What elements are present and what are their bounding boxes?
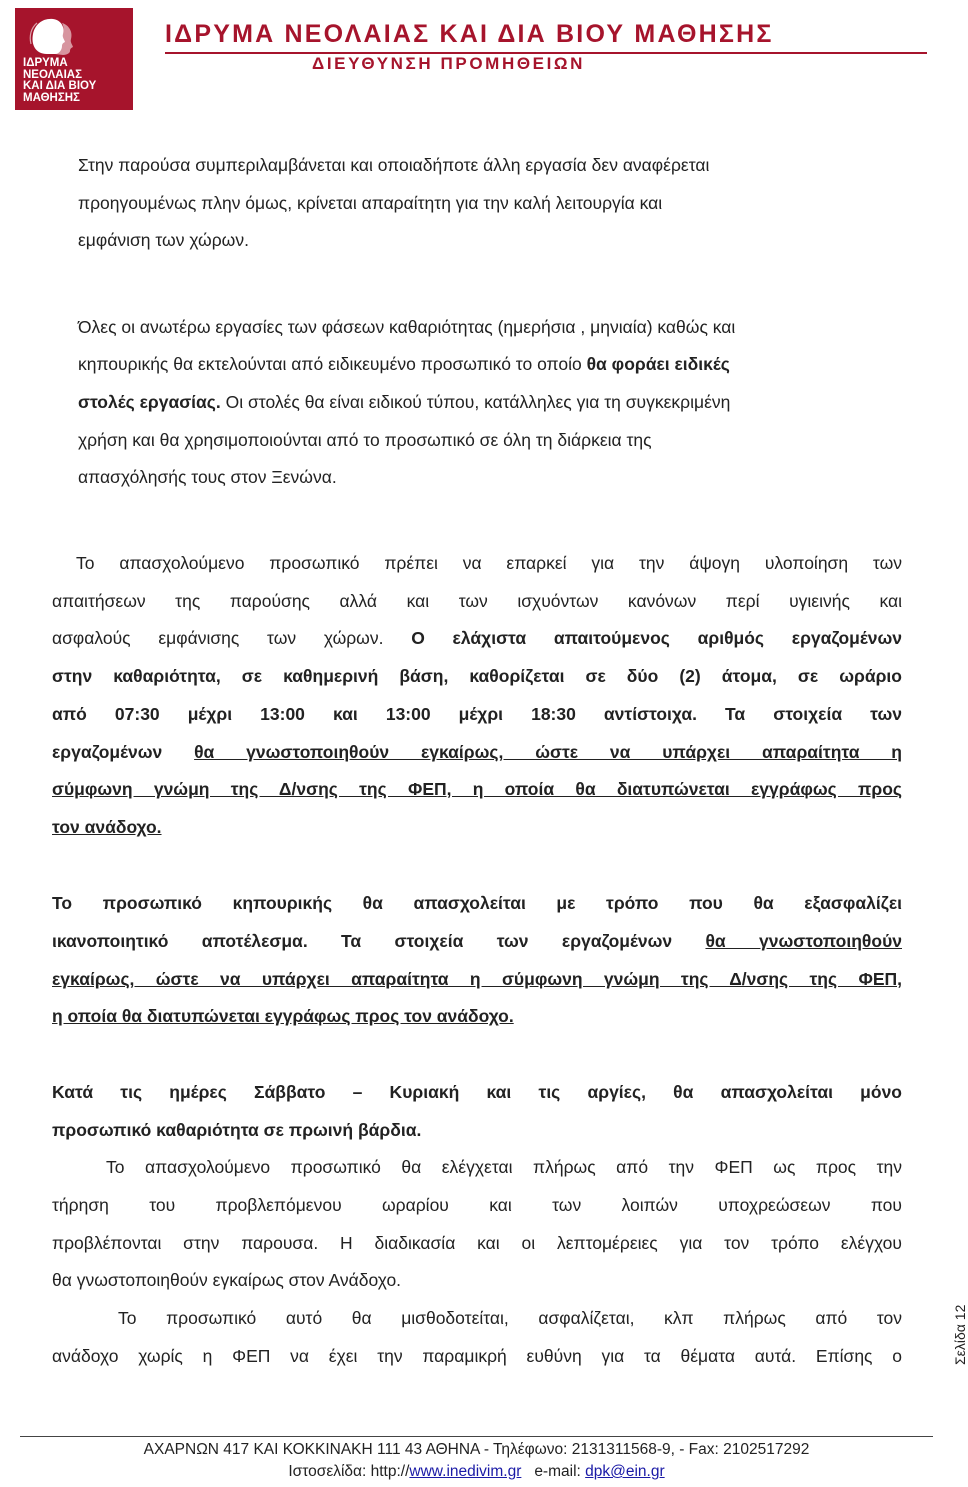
website-label: Ιστοσελίδα: http:// (288, 1463, 410, 1480)
paragraph-3-line-7: σύμφωνη γνώμη της Δ/νσης της ΦΕΠ, η οποία θα διατυπώνεται εγγράφως προς (52, 779, 902, 799)
paragraph-2-line-1: Όλες οι ανωτέρω εργασίες των φάσεων καθαριότητας (ημερήσια , μηνιαία) καθώς και (78, 317, 736, 337)
organization-logo (15, 8, 133, 110)
paragraph-7-line-1: Το προσωπικό αυτό θα μισθοδοτείται, ασφαλίζεται, κλπ πλήρως από τον (118, 1308, 902, 1328)
footer-address: ΑΧΑΡΝΩΝ 417 ΚΑΙ ΚΟΚΚΙΝΑΚΗ 111 43 ΑΘΗΝΑ - Τηλέφωνο: 2131311568-9, - Fax: 2102517292 (143, 1441, 810, 1458)
paragraph-4-line-2: ικανοποιητικό αποτέλεσμα. Τα στοιχεία των εργαζομένων θα γνωστοποιηθούν (52, 931, 902, 951)
department-subtitle: ΔΙΕΥΘΥΝΣΗ ΠΡΟΜΗΘΕΙΩΝ (312, 54, 586, 73)
logo-text: ΙΔΡΥΜΑ ΝΕΟΛΑΙΑΣ ΚΑΙ ΔΙΑ ΒΙΟΥ ΜΑΘΗΣΗΣ (23, 57, 97, 104)
paragraph-3-line-4: στην καθαριότητα, σε καθημερινή βάση, καθορίζεται σε δύο (2) άτομα, σε ωράριο (52, 666, 902, 686)
paragraph-6-line-4: θα γνωστοποιηθούν εγκαίρως στον Ανάδοχο. (52, 1270, 402, 1290)
paragraph-4-line-3: εγκαίρως, ώστε να υπάρχει απαραίτητα η σύμφωνη γνώμη της Δ/νσης της ΦΕΠ, (52, 969, 902, 989)
paragraph-3-line-6: εργαζομένων θα γνωστοποιηθούν εγκαίρως, ώστε να υπάρχει απαραίτητα η (52, 742, 902, 762)
paragraph-2-line-3: στολές εργασίας. Οι στολές θα είναι ειδικού τύπου, κατάλληλες για τη συγκεκριμένη (78, 392, 731, 412)
paragraph-2-line-5: απασχόλησής τους στον Ξενώνα. (78, 467, 337, 487)
paragraph-5-line-2: προσωπικό καθαριότητα σε πρωινή βάρδια. (52, 1120, 422, 1140)
paragraph-6-line-3: προβλέπονται στην παρουσα. Η διαδικασία και οι λεπτομέρειες για τον τρόπο ελέγχου (52, 1233, 902, 1253)
paragraph-6-line-2: τήρηση του προβλεπόμενου ωραρίου και των λοιπών υποχρεώσεων που (52, 1195, 902, 1215)
paragraph-2-line-2: κηπουρικής θα εκτελούνται από ειδικευμένο προσωπικό το οποίο θα φοράει ειδικές (78, 354, 730, 374)
paragraph-4-line-1: Το προσωπικό κηπουρικής θα απασχολείται με τρόπο που θα εξασφαλίζει (52, 893, 902, 913)
paragraph-3-line-5: από 07:30 μέχρι 13:00 και 13:00 μέχρι 18:30 αντίστοιχα. Τα στοιχεία των (52, 704, 902, 724)
paragraph-2-line-4: χρήση και θα χρησιμοποιούνται από το προσωπικό σε όλη τη διάρκεια της (78, 430, 652, 450)
paragraph-1-line-2: προηγουμένως πλην όμως, κρίνεται απαραίτητη για την καλή λειτουργία και (78, 193, 663, 213)
footer-contacts (20, 1463, 933, 1481)
page-number-label: Σελίδα 12 (952, 1304, 968, 1365)
paragraph-6-line-1: Το απασχολούμενο προσωπικό θα ελέγχεται πλήρως από την ΦΕΠ ως προς την (106, 1157, 902, 1177)
paragraph-3-line-3: ασφαλούς εμφάνισης των χώρων. Ο ελάχιστα απαιτούμενος αριθμός εργαζομένων (52, 628, 902, 648)
footer-divider (20, 1436, 933, 1437)
paragraph-5-line-1: Κατά τις ημέρες Σάββατο – Κυριακή και τις αργίες, θα απασχολείται μόνο (52, 1082, 902, 1102)
paragraph-3-line-8: τον ανάδοχο. (52, 817, 162, 837)
paragraph-3-line-2: απαιτήσεων της παρούσης αλλά και των ισχυόντων κανόνων περί υγιεινής και (52, 591, 902, 611)
paragraph-1-line-1: Στην παρούσα συμπεριλαμβάνεται και οποιαδήποτε άλλη εργασία δεν αναφέρεται (78, 155, 710, 175)
paragraph-7-line-2: ανάδοχο χωρίς η ΦΕΠ να έχει την παραμικρή ευθύνη για τα θέματα αυτά. Επίσης ο (52, 1346, 902, 1366)
website-link[interactable]: www.inedivim.gr (409, 1463, 522, 1480)
paragraph-3-line-1: Το απασχολούμενο προσωπικό πρέπει να επαρκεί για την άψογη υλοποίηση των (76, 553, 902, 573)
profile-heads-icon (25, 14, 77, 58)
paragraph-4-line-4: η οποία θα διατυπώνεται εγγράφως προς τον ανάδοχο. (52, 1006, 514, 1026)
email-label: e-mail: (534, 1463, 586, 1480)
organization-title: ΙΔΡΥΜΑ ΝΕΟΛΑΙΑΣ ΚΑΙ ΔΙΑ ΒΙΟΥ ΜΑΘΗΣΗΣ (165, 20, 774, 48)
email-link[interactable]: dpk@ein.gr (585, 1463, 665, 1480)
paragraph-1-line-3: εμφάνιση των χώρων. (78, 230, 249, 250)
